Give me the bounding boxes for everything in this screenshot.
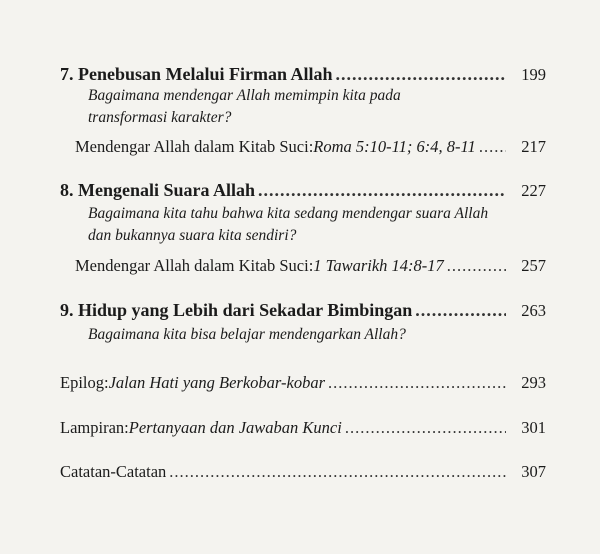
chapter-9-question-line1: Bagaimana kita bisa belajar mendengarkan Allah? [88, 326, 406, 343]
chapter-7-question-line2: transformasi karakter? [88, 109, 232, 126]
toc-entry-chapter-9[interactable] [60, 300, 546, 321]
lampiran-label: Lampiran: [60, 418, 129, 437]
dot-leader [169, 462, 506, 482]
toc-entry-chapter-8-scripture[interactable] [75, 256, 546, 276]
chapter-8-ref-page: 257 [521, 256, 546, 275]
epilog-page: 293 [521, 373, 546, 392]
lampiran-title: Pertanyaan dan Jawaban Kunci [128, 418, 342, 437]
chapter-8-page: 227 [521, 181, 546, 200]
chapter-9-title: 9. Hidup yang Lebih dari Sekadar Bimbingan [60, 300, 413, 320]
chapter-8-question-line1: Bagaimana kita tahu bahwa kita sedang mendengar suara Allah [88, 205, 489, 222]
epilog-title: Jalan Hati yang Berkobar-kobar [108, 373, 326, 392]
dot-leader [336, 64, 506, 85]
chapter-8-ref-passage: 1 Tawarikh 14:8-17 [313, 256, 444, 275]
chapter-7-page: 199 [521, 65, 546, 84]
chapter-8-ref-label: Mendengar Allah dalam Kitab Suci: [75, 256, 314, 275]
dot-leader [345, 418, 506, 438]
chapter-9-page: 263 [521, 301, 546, 320]
toc-entry-lampiran[interactable] [60, 418, 546, 438]
toc-entry-chapter-7-scripture[interactable] [75, 137, 546, 157]
dot-leader [328, 373, 506, 393]
chapter-7-ref-label: Mendengar Allah dalam Kitab Suci: [75, 137, 314, 156]
catatan-page: 307 [521, 462, 546, 481]
catatan-label: Catatan-Catatan [60, 462, 167, 481]
chapter-8-question-line2: dan bukannya suara kita sendiri? [88, 227, 297, 244]
dot-leader [415, 300, 506, 321]
toc-entry-chapter-7[interactable] [60, 64, 546, 85]
chapter-7-ref-passage: Roma 5:10-11; 6:4, 8-11 [313, 137, 476, 156]
dot-leader [447, 256, 506, 276]
chapter-7-question-line1: Bagaimana mendengar Allah memimpin kita pada [88, 87, 401, 104]
dot-leader [258, 180, 506, 201]
chapter-7-ref-page: 217 [521, 137, 546, 156]
toc-entry-epilog[interactable] [60, 373, 546, 393]
toc-entry-chapter-8[interactable] [60, 180, 546, 201]
chapter-7-title: 7. Penebusan Melalui Firman Allah [60, 64, 333, 84]
chapter-8-title: 8. Mengenali Suara Allah [60, 180, 256, 200]
toc-entry-catatan[interactable] [60, 462, 546, 482]
epilog-label: Epilog: [60, 373, 109, 392]
lampiran-page: 301 [521, 418, 546, 437]
dot-leader [479, 137, 506, 157]
